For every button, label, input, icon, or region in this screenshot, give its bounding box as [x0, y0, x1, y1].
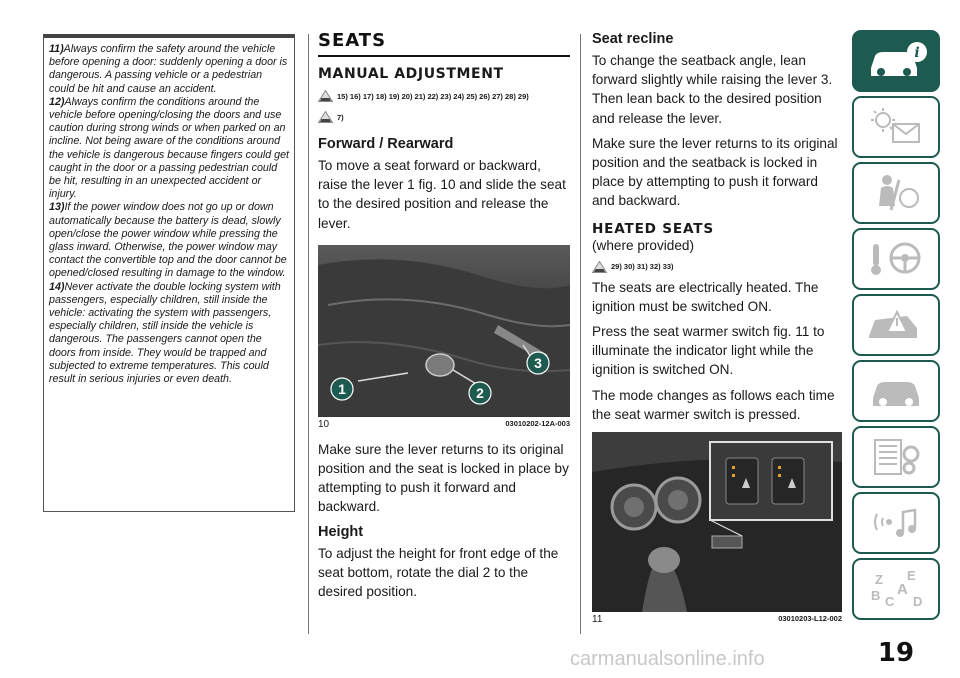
seat-adjustment-figure — [318, 245, 570, 417]
heated-text-1: The seats are electrically heated. The ignition must be switched ON. — [592, 279, 819, 314]
heated-seats-subtitle: (where provided) — [592, 237, 694, 253]
svg-text:B: B — [871, 588, 881, 603]
lever-check-text: Make sure the lever returns to its original position and the seat is locked in place by attempting to push it forward and backward. — [318, 441, 569, 515]
column-divider — [580, 34, 581, 634]
maintenance-car-icon — [861, 368, 931, 414]
tab-multimedia[interactable] — [852, 492, 940, 554]
section-heading: SEATS — [318, 30, 570, 57]
heated-text-2: Press the seat warmer switch fig. 11 to illuminate the indicator light while the ignition is switched ON. — [592, 324, 825, 378]
figure-code: 03010203-L12-002 — [778, 614, 842, 624]
svg-text:E: E — [907, 568, 916, 583]
svg-text:A: A — [897, 581, 908, 598]
tab-safety[interactable] — [852, 162, 940, 224]
warning-lights-icon — [861, 104, 931, 150]
warning-triangle-icon — [318, 90, 333, 102]
index-icon — [861, 566, 931, 612]
tab-car-info[interactable] — [852, 30, 940, 92]
right-column — [592, 30, 842, 625]
note-14: 14)Never activate the double locking system with passengers, especially children, still inside the vehicle: activating the system with passengers, especially children, still inside the vehicle is dangerous. The passengers cannot open the doors from inside. They would be trapped and subjected to extreme temperatures. This could result in serious injuries or even death. — [49, 280, 281, 386]
note-13: 13)If the power window does not go up or down automatically because the battery is dead, slowly open/close the power window while pressing the glass inward. Otherwise, the power window may contact the convertible top and the door cannot be opened/closed resulting in damage to the window. — [49, 201, 287, 280]
tab-warning-lights[interactable] — [852, 96, 940, 158]
svg-text:Z: Z — [875, 572, 883, 587]
tab-technical-data[interactable] — [852, 426, 940, 488]
figure-number: 11 — [592, 614, 603, 626]
caution-refs: 7) — [318, 109, 570, 125]
tab-maintenance[interactable] — [852, 360, 940, 422]
warning-refs: 15) 16) 17) 18) 19) 20) 21) 22) 23) 24) 25) 26) 27) 28) 29) — [318, 88, 570, 104]
emergency-icon — [861, 302, 931, 348]
svg-text:i: i — [914, 45, 920, 61]
heated-text-3: The mode changes as follows each time the seat warmer switch is pressed. — [592, 387, 835, 422]
tab-index[interactable] — [852, 558, 940, 620]
car-info-icon — [861, 38, 931, 84]
watermark: carmanualsonline.info — [570, 648, 765, 670]
svg-text:D: D — [913, 594, 923, 609]
forward-rearward-text: To move a seat forward or backward, raise the lever 1 fig. 10 and slide the seat to the desired position and release the lever. — [318, 158, 566, 231]
seat-recline-text: To change the seatback angle, lean forward slightly while raising the lever 3. Then lean back to the desired position and release the lever. — [592, 53, 833, 126]
seat-recline-title: Seat recline — [592, 31, 674, 47]
tab-starting-driving[interactable] — [852, 228, 940, 290]
subsection-heading: MANUAL ADJUSTMENT — [318, 66, 504, 82]
page-number: 19 — [877, 638, 915, 668]
figure-number: 10 — [318, 418, 330, 430]
heated-seats-heading: HEATED SEATS — [592, 220, 714, 237]
fig10-label-3: 3 — [534, 354, 542, 371]
note-12: 12)Always confirm the conditions around the vehicle before opening/closing the doors and use caution during strong winds or when parked on an incline. Not being aware of the conditions around the vehicle is dangerous because fingers could get caught in the door or a passing pedestrian could be hit, resulting in an unexpected accident or injury. — [49, 95, 290, 201]
fig10-label-2: 2 — [476, 384, 484, 401]
height-text: To adjust the height for front edge of the seat bottom, rotate the dial 2 to the desired position. — [318, 545, 559, 600]
note-11: 11)Always confirm the safety around the vehicle before opening a door: suddenly opening a door is dangerous. A passing vehicle or a pedestrian could be hit and cause an accident. — [49, 43, 288, 95]
svg-text:C: C — [885, 594, 895, 609]
fig10-label-1: 1 — [338, 380, 346, 397]
forward-rearward-title: Forward / Rearward — [318, 136, 454, 152]
chapter-tabs — [852, 30, 940, 624]
seat-warmer-figure — [592, 432, 842, 612]
figure-caption — [318, 419, 570, 430]
tab-emergency[interactable] — [852, 294, 940, 356]
safety-airbag-icon — [861, 170, 931, 216]
height-title: Height — [318, 523, 364, 540]
technical-data-icon — [861, 434, 931, 480]
caution-triangle-icon — [318, 111, 333, 123]
warning-triangle-icon — [592, 261, 607, 273]
heated-seats-refs: 29) 30) 31) 32) 33) — [592, 259, 842, 275]
warning-notes-box — [43, 34, 295, 512]
figure-caption — [592, 614, 842, 625]
starting-driving-icon — [861, 236, 931, 282]
middle-column — [318, 30, 570, 601]
figure-code: 03010202-12A-003 — [505, 418, 570, 428]
column-divider — [308, 34, 309, 634]
seat-recline-text-2: Make sure the lever returns to its original position and the seatback is locked in place by attempting to push it forward and backward. — [592, 135, 838, 209]
multimedia-icon — [861, 500, 931, 546]
